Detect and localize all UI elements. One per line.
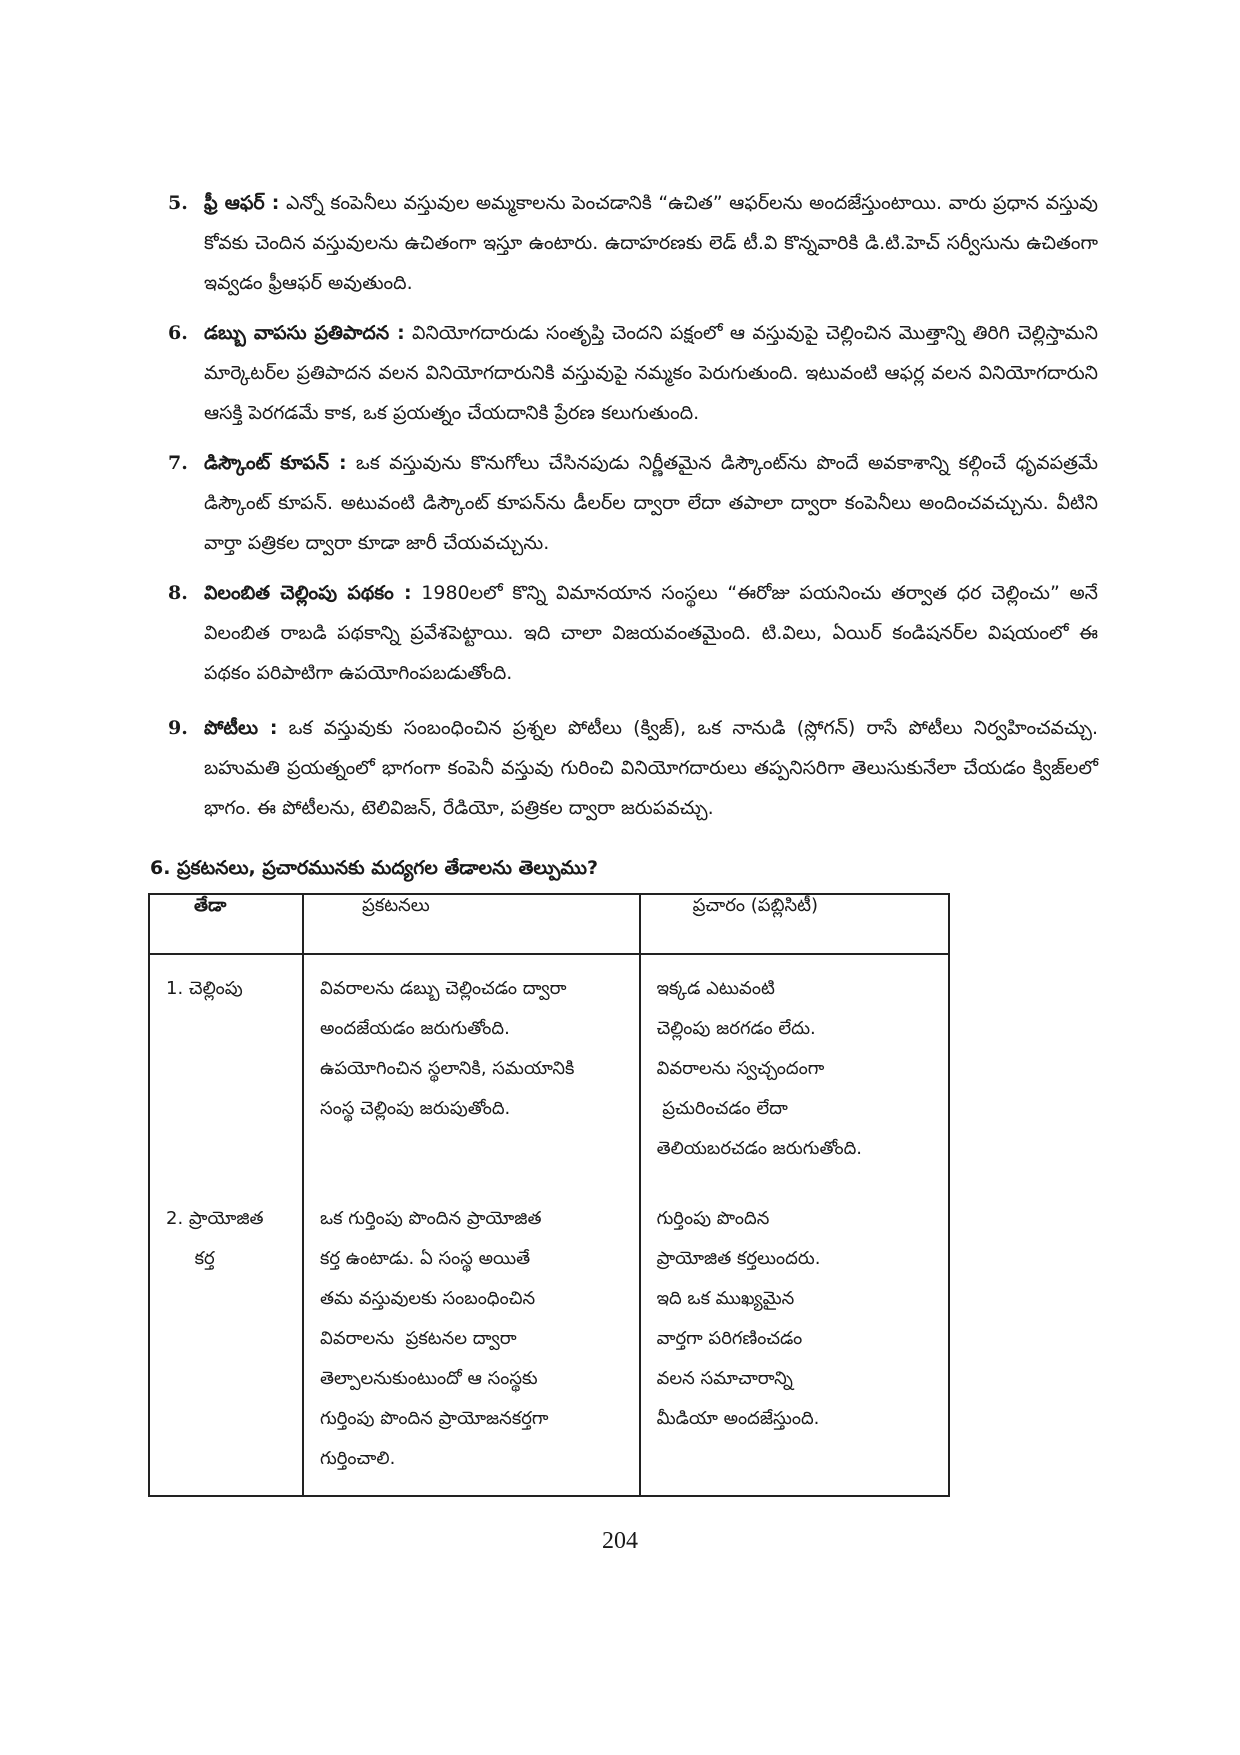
question-heading: 6. ప్రకటనలు, ప్రచారమునకు మద్యగల తేడాలను తెల్పుము?	[150, 857, 599, 879]
list-item-discount-coupon	[168, 443, 1098, 563]
row-ad-cell: వివరాలను డబ్బు చెల్లించడం ద్వారా అందజేయడం జరుగుతోంది. ఉపయోగించిన స్థలానికి, సమయానికి సంస్థ చెల్లింపు జరుపుతోంది.	[303, 954, 640, 1185]
header-advertisements: ప్రకటనలు	[303, 894, 640, 954]
table-row	[149, 954, 949, 1185]
item-number: 7.	[168, 452, 188, 474]
item-text: 1980లలో కొన్ని విమానయాన సంస్థలు “ఈరోజు పయనించు తర్వాత ధర చెల్లించు” అనే విలంబిత రాబడి పథకాన్ని ప్రవేశపెట్టాయి. ఇది చాలా విజయవంతమైంది. టి.విలు, ఏయిర్ కండిషనర్‌ల విషయంలో ఈ పథకం పరిపాటిగా ఉపయోగింపబడుతోంది.	[204, 582, 1098, 684]
header-difference: తేడా	[149, 894, 303, 954]
list-item-deferred-payment	[168, 573, 1098, 693]
item-number: 6.	[168, 322, 188, 344]
header-publicity: ప్రచారం (పబ్లిసిటీ)	[640, 894, 949, 954]
item-heading: విలంబిత చెల్లింపు పథకం :	[204, 582, 412, 604]
table-row	[149, 1185, 949, 1496]
comparison-table	[148, 893, 950, 1497]
list-item-contests	[168, 708, 1098, 828]
list-item-money-back	[168, 313, 1098, 433]
page-number: 204	[602, 1528, 638, 1554]
item-heading: పోటీలు :	[204, 717, 278, 739]
item-heading: డబ్బు వాపసు ప్రతిపాదన :	[204, 322, 405, 344]
item-number: 8.	[168, 582, 188, 604]
row-publicity-cell: ఇక్కడ ఎటువంటి చెల్లింపు జరగడం లేదు. వివరాలను స్వచ్చందంగా ప్రచురించడం లేదా తెలియబరచడం జరుగుతోంది.	[640, 954, 949, 1185]
item-text: ఎన్నో కంపెనీలు వస్తువుల అమ్మకాలను పెంచడానికి “ఉచిత” ఆఫర్‌లను అందజేస్తుంటాయి. వారు ప్రధాన వస్తువు కోవకు చెందిన వస్తువులను ఉచితంగా ఇస్తూ ఉంటారు. ఉదాహరణకు లెడ్ టీ.వి కొన్నవారికి డి.టి.హెచ్ సర్వీసును ఉచితంగా ఇవ్వడం ఫ్రీఆఫర్ అవుతుంది.	[204, 192, 1099, 294]
row-label: 1. చెల్లింపు	[149, 954, 303, 1185]
item-text: వినియోగదారుడు సంతృప్తి చెందని పక్షంలో ఆ వస్తువుపై చెల్లించిన మొత్తాన్ని తిరిగి చెల్లిస్తామని మార్కెటర్‌ల ప్రతిపాదన వలన వినియోగదారునికి వస్తువుపై నమ్మకం పెరుగుతుంది. ఇటువంటి ఆఫర్ల వలన వినియోగదారుని ఆసక్తి పెరగడమే కాక, ఒక ప్రయత్నం చేయదానికి ప్రేరణ కలుగుతుంది.	[204, 322, 1098, 424]
list-item-free-offer	[168, 183, 1098, 303]
table-header-row	[149, 894, 949, 954]
item-text: ఒక వస్తువును కొనుగోలు చేసినపుడు నిర్ణీతమైన డిస్కౌంట్‌ను పొందే అవకాశాన్ని కల్గించే ధృవపత్రమే డిస్కౌంట్ కూపన్. అటువంటి డిస్కౌంట్ కూపన్‌ను డీలర్‌ల ద్వారా లేదా తపాలా ద్వారా కంపెనీలు అందించవచ్చును. వీటిని వార్తా పత్రికల ద్వారా కూడా జారీ చేయవచ్చును.	[204, 452, 1098, 554]
item-number: 5.	[168, 192, 188, 214]
row-ad-cell: ఒక గుర్తింపు పొందిన ప్రాయోజిత కర్త ఉంటాడు. ఏ సంస్థ అయితే తమ వస్తువులకు సంబంధించిన వివరాలను ప్రకటనల ద్వారా తెల్పాలనుకుంటుందో ఆ సంస్థకు గుర్తింపు పొందిన ప్రాయోజనకర్తగా గుర్తించాలి.	[303, 1185, 640, 1496]
item-text: ఒక వస్తువుకు సంబంధించిన ప్రశ్నల పోటీలు (క్విజ్), ఒక నానుడి (స్లోగన్) రాసే పోటీలు నిర్వహించవచ్చు. బహుమతి ప్రయత్నంలో భాగంగా కంపెనీ వస్తువు గురించి వినియోగదారులు తప్పనిసరిగా తెలుసుకునేలా చేయడం క్విజ్‌లలో భాగం. ఈ పోటీలను, టెలివిజన్, రేడియో, పత్రికల ద్వారా జరుపవచ్చు.	[204, 717, 1098, 819]
row-publicity-cell: గుర్తింపు పొందిన ప్రాయోజిత కర్తలుందరు. ఇది ఒక ముఖ్యమైన వార్తగా పరిగణించడం వలన సమాచారాన్ని మీడియా అందజేస్తుంది.	[640, 1185, 949, 1496]
item-heading: ఫ్రీ ఆఫర్ :	[204, 192, 280, 214]
row-label: 2. ప్రాయోజిత కర్త	[149, 1185, 303, 1496]
item-heading: డిస్కౌంట్ కూపన్ :	[204, 452, 347, 474]
item-number: 9.	[168, 717, 188, 739]
